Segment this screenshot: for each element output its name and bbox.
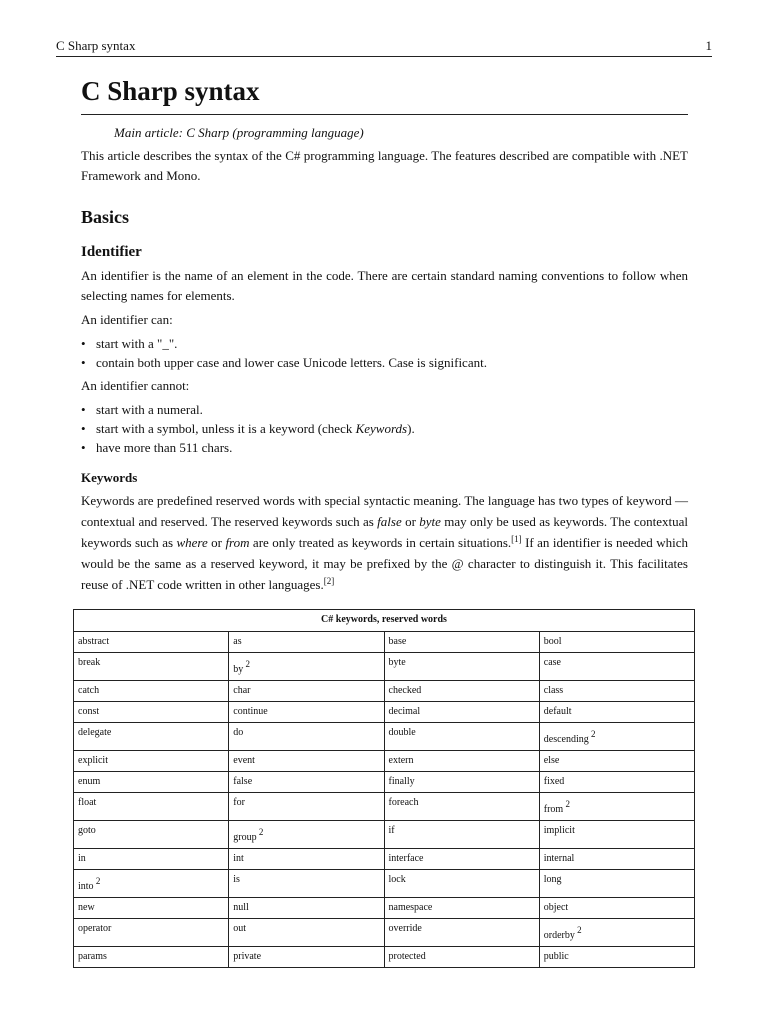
keyword-cell: break xyxy=(74,653,229,681)
table-row xyxy=(74,947,695,968)
keyword-cell: group $^2$ xyxy=(229,821,384,849)
bullet-icon: • xyxy=(81,440,86,455)
table-row xyxy=(74,793,695,821)
table-row xyxy=(74,919,695,947)
table-row xyxy=(74,723,695,751)
keyword-cell: goto xyxy=(74,821,229,849)
keyword-cell: foreach xyxy=(384,793,539,821)
keyword-cell: object xyxy=(539,898,694,919)
page-title: C Sharp syntax xyxy=(81,76,688,115)
table-row xyxy=(74,653,695,681)
keyword-cell: implicit xyxy=(539,821,694,849)
footnote-marker: 2 xyxy=(588,729,596,739)
keyword-cell: abstract xyxy=(74,632,229,653)
keyword-cell: private xyxy=(229,947,384,968)
keywords-paragraph: Keywords are predefined reserved words with special syntactic meaning. The language has two types of keyword — contextual and reserved. The reserved keywords such as false or byte may only be used as keywords. The contextual keywords such as where or from are only treated as keywords in certain situations.[1] If an identifier is needed which would be the same as a reserved keyword, it may be prefixed by the @ character to distinguish it. This facilitates reuse of .NET code written in other languages.[2] xyxy=(81,493,688,592)
footnote-marker: 2 xyxy=(563,799,570,809)
keyword-cell: delegate xyxy=(74,723,229,751)
keyword-cell: const xyxy=(74,702,229,723)
running-header xyxy=(56,38,712,57)
keyword-cell: as xyxy=(229,632,384,653)
identifier-can-list xyxy=(81,334,688,372)
footnote-marker: 2 xyxy=(93,876,101,886)
keyword-cell: default xyxy=(539,702,694,723)
keyword-cell: finally xyxy=(384,772,539,793)
identifier-cannot-label: An identifier cannot: xyxy=(81,378,190,393)
running-title: C Sharp syntax xyxy=(56,38,136,53)
main-article-hatnote[interactable]: Main article: C Sharp (programming language) xyxy=(114,125,364,140)
keywords-table-body xyxy=(74,632,695,968)
keyword-cell: in xyxy=(74,849,229,870)
subsection-heading-keywords: Keywords xyxy=(81,470,138,485)
footnote-marker: 2 xyxy=(574,925,582,935)
keyword-cell: case xyxy=(539,653,694,681)
keyword-cell: checked xyxy=(384,681,539,702)
list-item: • have more than 511 chars. xyxy=(81,440,233,455)
keyword-cell: operator xyxy=(74,919,229,947)
intro-paragraph: This article describes the syntax of the C# programming language. The features described are compatible with .NET Framework and Mono. xyxy=(81,148,688,183)
keyword-cell: by $^2$ xyxy=(229,653,384,681)
keyword-cell: catch xyxy=(74,681,229,702)
table-row xyxy=(74,632,695,653)
keyword-cell: interface xyxy=(384,849,539,870)
keyword-cell: fixed xyxy=(539,772,694,793)
keyword-cell: float xyxy=(74,793,229,821)
bullet-icon: • xyxy=(81,355,86,370)
identifier-can-label: An identifier can: xyxy=(81,312,173,327)
keyword-cell: double xyxy=(384,723,539,751)
keyword-cell: internal xyxy=(539,849,694,870)
keyword-cell: base xyxy=(384,632,539,653)
keyword-cell: bool xyxy=(539,632,694,653)
keyword-cell: enum xyxy=(74,772,229,793)
section-heading-basics: Basics xyxy=(81,207,130,227)
subsection-heading-identifier: Identifier xyxy=(81,244,142,260)
footnote-marker: 2 xyxy=(243,659,250,669)
identifier-definition: An identifier is the name of an element in the code. There are certain standard naming conventions to follow when selecting names for elements. xyxy=(81,268,688,303)
list-item: • start with a "_". xyxy=(81,336,178,351)
keyword-cell: override xyxy=(384,919,539,947)
keyword-cell: public xyxy=(539,947,694,968)
identifier-cannot-list xyxy=(81,400,688,457)
keyword-cell: char xyxy=(229,681,384,702)
bullet-icon: • xyxy=(81,336,86,351)
bullet-icon: • xyxy=(81,402,86,417)
keyword-cell: for xyxy=(229,793,384,821)
list-item: • start with a symbol, unless it is a keyword (check Keywords). xyxy=(81,421,415,436)
keyword-cell: extern xyxy=(384,751,539,772)
keyword-cell: is xyxy=(229,870,384,898)
keywords-link[interactable]: Keywords xyxy=(355,421,408,436)
table-row xyxy=(74,849,695,870)
citation-ref-2[interactable]: [2] xyxy=(323,576,335,586)
keyword-cell: class xyxy=(539,681,694,702)
keyword-cell: lock xyxy=(384,870,539,898)
article-body xyxy=(81,76,688,595)
keyword-cell: params xyxy=(74,947,229,968)
keyword-cell: explicit xyxy=(74,751,229,772)
keyword-cell: do xyxy=(229,723,384,751)
table-caption: C# keywords, reserved words xyxy=(74,610,695,632)
keyword-cell: event xyxy=(229,751,384,772)
keyword-cell: null xyxy=(229,898,384,919)
keywords-table xyxy=(73,609,695,968)
table-row xyxy=(74,772,695,793)
list-item: • start with a numeral. xyxy=(81,402,203,417)
keyword-cell: new xyxy=(74,898,229,919)
table-row xyxy=(74,702,695,723)
citation-ref-1[interactable]: [1] xyxy=(511,534,522,544)
keyword-cell: orderby $^2$ xyxy=(539,919,694,947)
keyword-cell: else xyxy=(539,751,694,772)
keyword-cell: protected xyxy=(384,947,539,968)
keyword-cell: out xyxy=(229,919,384,947)
footnote-marker: 2 xyxy=(256,827,264,837)
page-number: 1 xyxy=(705,38,712,53)
table-row xyxy=(74,870,695,898)
keyword-cell: descending $^2$ xyxy=(539,723,694,751)
keyword-cell: long xyxy=(539,870,694,898)
keyword-cell: into $^2$ xyxy=(74,870,229,898)
keyword-cell: decimal xyxy=(384,702,539,723)
keyword-cell: continue xyxy=(229,702,384,723)
table-row xyxy=(74,898,695,919)
keyword-cell: namespace xyxy=(384,898,539,919)
keyword-cell: byte xyxy=(384,653,539,681)
keyword-cell: if xyxy=(384,821,539,849)
table-row xyxy=(74,821,695,849)
keyword-cell: from $^2$ xyxy=(539,793,694,821)
keyword-cell: int xyxy=(229,849,384,870)
table-row xyxy=(74,751,695,772)
table-row xyxy=(74,681,695,702)
list-item: • contain both upper case and lower case Unicode letters. Case is significant. xyxy=(81,355,487,370)
bullet-icon: • xyxy=(81,421,86,436)
keyword-cell: false xyxy=(229,772,384,793)
